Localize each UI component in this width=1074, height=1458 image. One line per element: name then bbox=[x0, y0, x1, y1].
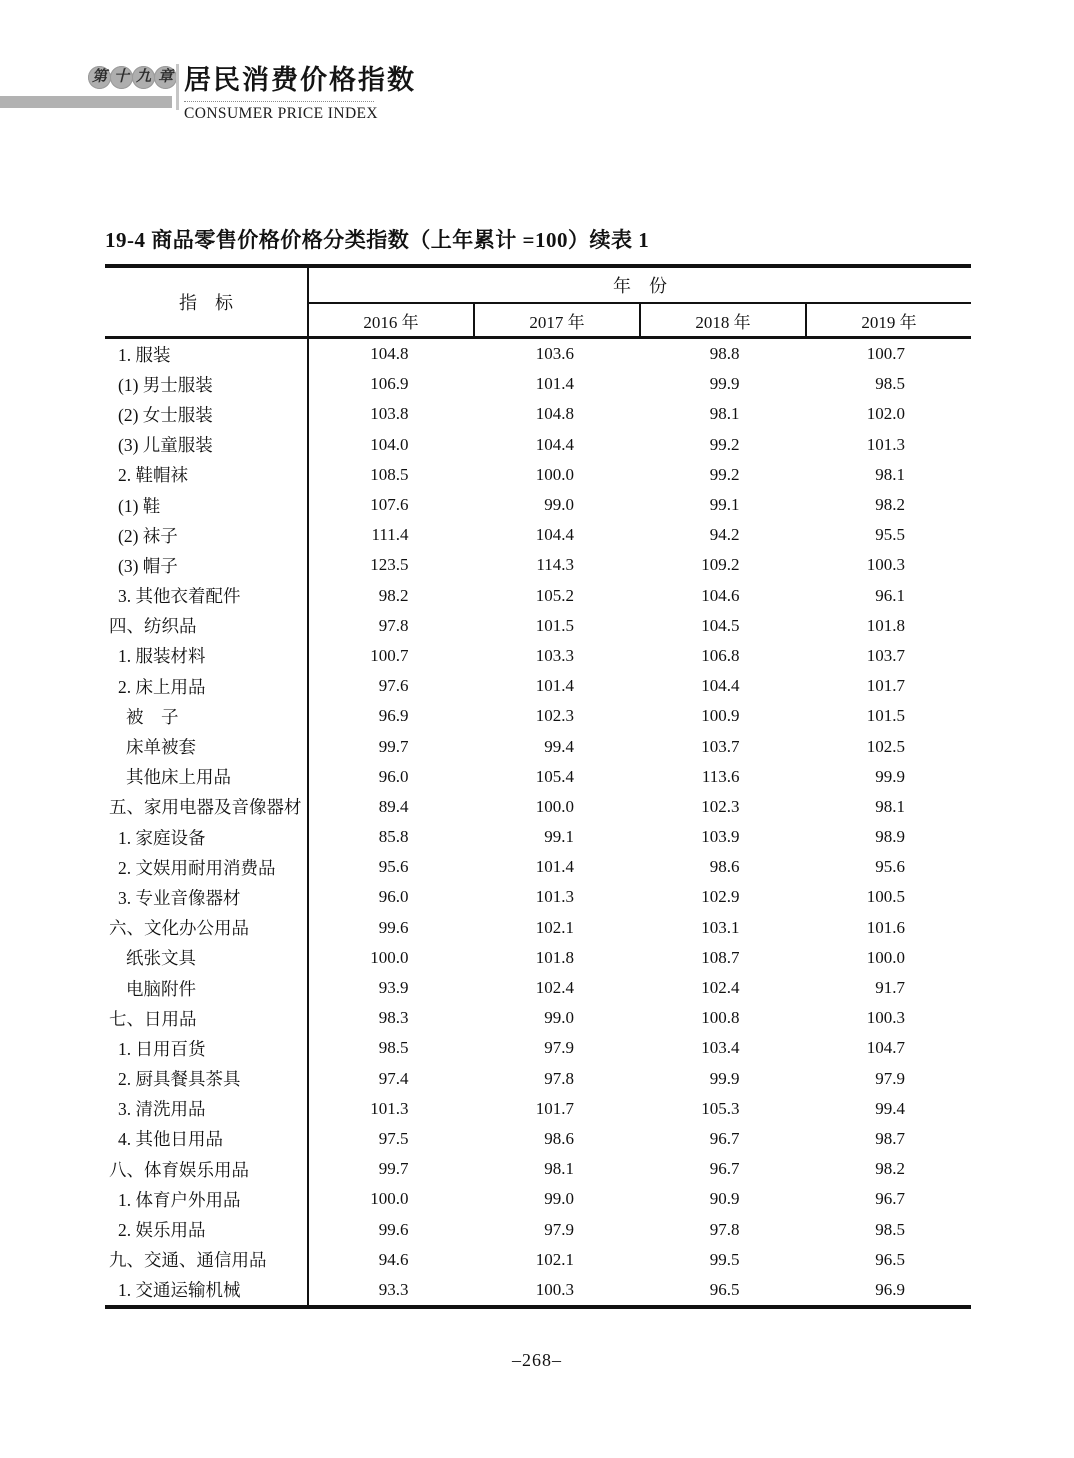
row-value: 95.6 bbox=[875, 857, 905, 877]
row-value: 102.4 bbox=[535, 978, 574, 998]
row-value: 97.8 bbox=[709, 1219, 740, 1239]
row-value: 99.6 bbox=[378, 917, 409, 937]
row-label: 其他床上用品 bbox=[126, 767, 231, 788]
table-row bbox=[105, 581, 971, 611]
row-value: 94.6 bbox=[378, 1249, 409, 1269]
row-value: 104.4 bbox=[701, 676, 740, 696]
row-label: 被 子 bbox=[126, 706, 179, 727]
row-value: 95.6 bbox=[378, 857, 409, 877]
row-value: 99.1 bbox=[709, 495, 740, 515]
row-value: 100.0 bbox=[535, 796, 574, 816]
row-value: 105.4 bbox=[535, 766, 574, 786]
header-accent-bar bbox=[0, 96, 172, 108]
header-divider bbox=[176, 64, 179, 110]
row-label: 3. 专业音像器材 bbox=[118, 887, 241, 908]
table-row bbox=[105, 731, 971, 761]
row-value: 100.0 bbox=[535, 464, 574, 484]
row-value: 101.7 bbox=[866, 676, 905, 696]
row-value: 96.0 bbox=[378, 887, 409, 907]
table-row bbox=[105, 1124, 971, 1154]
row-value: 99.1 bbox=[544, 827, 574, 847]
row-label: 四、纺织品 bbox=[109, 616, 197, 637]
row-value: 100.7 bbox=[866, 344, 905, 364]
col-header-2018: 2018 年 bbox=[641, 304, 807, 336]
row-value: 98.8 bbox=[709, 344, 740, 364]
row-value: 85.8 bbox=[378, 827, 409, 847]
table-row bbox=[105, 852, 971, 882]
row-label: 2. 文娱用耐用消费品 bbox=[118, 857, 276, 878]
row-value: 98.6 bbox=[709, 857, 740, 877]
row-value: 97.9 bbox=[544, 1038, 574, 1058]
row-value: 98.1 bbox=[875, 796, 905, 816]
col-header-year-group bbox=[309, 268, 971, 336]
row-value: 103.1 bbox=[701, 917, 740, 937]
row-value: 99.0 bbox=[544, 495, 574, 515]
row-label: 床单被套 bbox=[126, 737, 196, 758]
row-value: 104.7 bbox=[866, 1038, 905, 1058]
row-value: 90.9 bbox=[709, 1189, 740, 1209]
row-label: 电脑附件 bbox=[126, 978, 196, 999]
row-value: 93.3 bbox=[378, 1279, 409, 1299]
row-label: (1) 男士服装 bbox=[118, 374, 213, 395]
col-header-indicator: 指 标 bbox=[105, 268, 309, 336]
row-value: 102.0 bbox=[866, 404, 905, 424]
row-value: 111.4 bbox=[371, 525, 409, 545]
row-value: 98.2 bbox=[378, 585, 409, 605]
row-value: 103.3 bbox=[535, 645, 574, 665]
row-value: 100.0 bbox=[370, 1189, 409, 1209]
table-body bbox=[105, 339, 971, 1309]
chapter-badge bbox=[88, 66, 176, 89]
row-value: 100.8 bbox=[701, 1008, 740, 1028]
row-label: 六、文化办公用品 bbox=[109, 918, 249, 939]
row-value: 101.4 bbox=[535, 374, 574, 394]
col-header-year-span: 年 份 bbox=[309, 268, 971, 304]
row-value: 96.5 bbox=[875, 1249, 905, 1269]
row-label: 2. 鞋帽袜 bbox=[118, 465, 188, 486]
row-value: 100.5 bbox=[866, 887, 905, 907]
row-value: 100.3 bbox=[535, 1279, 574, 1299]
table-row bbox=[105, 550, 971, 580]
row-label: 3. 其他衣着配件 bbox=[118, 586, 241, 607]
table-row bbox=[105, 460, 971, 490]
row-value: 96.9 bbox=[378, 706, 409, 726]
row-value: 94.2 bbox=[709, 525, 740, 545]
table-row bbox=[105, 1214, 971, 1244]
data-table bbox=[105, 264, 971, 1309]
row-value: 105.3 bbox=[701, 1098, 740, 1118]
table-title: 19-4 商品零售价格价格分类指数（上年累计 =100）续表 1 bbox=[105, 228, 650, 252]
row-value: 99.9 bbox=[709, 374, 740, 394]
chapter-badge-char: 第 bbox=[88, 66, 111, 89]
row-value: 98.6 bbox=[544, 1128, 574, 1148]
table-row bbox=[105, 641, 971, 671]
row-label: 1. 服装 bbox=[118, 344, 171, 365]
row-value: 96.7 bbox=[875, 1189, 905, 1209]
row-label: (2) 女士服装 bbox=[118, 404, 213, 425]
row-value: 95.5 bbox=[875, 525, 905, 545]
row-value: 98.5 bbox=[378, 1038, 409, 1058]
row-value: 99.7 bbox=[378, 736, 409, 756]
row-value: 97.4 bbox=[378, 1068, 409, 1088]
table-row bbox=[105, 701, 971, 731]
row-label: 八、体育娱乐用品 bbox=[109, 1159, 249, 1180]
row-value: 104.0 bbox=[370, 434, 409, 454]
row-value: 93.9 bbox=[378, 978, 409, 998]
row-value: 101.5 bbox=[866, 706, 905, 726]
row-value: 97.9 bbox=[544, 1219, 574, 1239]
row-value: 103.9 bbox=[701, 827, 740, 847]
row-label: 1. 日用百货 bbox=[118, 1038, 206, 1059]
row-label: 1. 服装材料 bbox=[118, 646, 206, 667]
row-value: 103.6 bbox=[535, 344, 574, 364]
chapter-badge-char: 十 bbox=[110, 66, 133, 89]
table-row bbox=[105, 671, 971, 701]
row-value: 101.5 bbox=[535, 615, 574, 635]
chapter-title-cn: 居民消费价格指数 bbox=[184, 58, 374, 102]
row-value: 103.7 bbox=[866, 645, 905, 665]
table-row bbox=[105, 520, 971, 550]
row-label: 七、日用品 bbox=[109, 1008, 197, 1029]
table-row bbox=[105, 882, 971, 912]
row-value: 108.5 bbox=[370, 464, 409, 484]
row-value: 101.3 bbox=[535, 887, 574, 907]
row-value: 97.8 bbox=[378, 615, 409, 635]
table-header bbox=[105, 264, 971, 339]
row-value: 96.9 bbox=[875, 1279, 905, 1299]
table-row bbox=[105, 1275, 971, 1305]
table-row bbox=[105, 1003, 971, 1033]
row-value: 101.4 bbox=[535, 676, 574, 696]
row-value: 99.0 bbox=[544, 1189, 574, 1209]
chapter-title-block bbox=[184, 58, 416, 123]
row-value: 102.3 bbox=[701, 796, 740, 816]
chapter-badge-char: 九 bbox=[132, 66, 155, 89]
table-row bbox=[105, 1245, 971, 1275]
row-value: 100.7 bbox=[370, 645, 409, 665]
row-value: 97.6 bbox=[378, 676, 409, 696]
row-value: 102.4 bbox=[701, 978, 740, 998]
row-value: 101.3 bbox=[370, 1098, 409, 1118]
table-row bbox=[105, 611, 971, 641]
row-value: 96.0 bbox=[378, 766, 409, 786]
col-header-2017: 2017 年 bbox=[475, 304, 641, 336]
row-value: 101.4 bbox=[535, 857, 574, 877]
row-value: 101.8 bbox=[535, 947, 574, 967]
row-value: 99.7 bbox=[378, 1159, 409, 1179]
col-header-years bbox=[309, 304, 971, 336]
row-value: 100.3 bbox=[866, 1008, 905, 1028]
row-label: 2. 厨具餐具茶具 bbox=[118, 1069, 241, 1090]
row-value: 98.3 bbox=[378, 1008, 409, 1028]
row-label: (3) 帽子 bbox=[118, 555, 178, 576]
row-label: 3. 清洗用品 bbox=[118, 1099, 206, 1120]
row-value: 99.4 bbox=[875, 1098, 905, 1118]
row-value: 102.5 bbox=[866, 736, 905, 756]
row-value: 99.2 bbox=[709, 434, 740, 454]
row-label: 1. 交通运输机械 bbox=[118, 1280, 241, 1301]
row-value: 103.8 bbox=[370, 404, 409, 424]
row-value: 104.8 bbox=[535, 404, 574, 424]
row-value: 106.8 bbox=[701, 645, 740, 665]
row-value: 102.3 bbox=[535, 706, 574, 726]
row-label: 4. 其他日用品 bbox=[118, 1129, 223, 1150]
table-row bbox=[105, 822, 971, 852]
row-value: 101.3 bbox=[866, 434, 905, 454]
row-value: 99.5 bbox=[709, 1249, 740, 1269]
row-value: 98.9 bbox=[875, 827, 905, 847]
row-label: 2. 娱乐用品 bbox=[118, 1220, 206, 1241]
table-row bbox=[105, 399, 971, 429]
row-value: 98.1 bbox=[709, 404, 740, 424]
row-value: 102.9 bbox=[701, 887, 740, 907]
table-row bbox=[105, 913, 971, 943]
row-label: (2) 袜子 bbox=[118, 525, 178, 546]
col-header-2016: 2016 年 bbox=[309, 304, 475, 336]
row-value: 97.5 bbox=[378, 1128, 409, 1148]
row-value: 101.8 bbox=[866, 615, 905, 635]
row-label: (1) 鞋 bbox=[118, 495, 161, 516]
row-value: 97.8 bbox=[544, 1068, 574, 1088]
row-value: 113.6 bbox=[701, 766, 740, 786]
row-label: 五、家用电器及音像器材 bbox=[109, 797, 302, 818]
table-row bbox=[105, 369, 971, 399]
row-value: 104.4 bbox=[535, 434, 574, 454]
row-value: 100.3 bbox=[866, 555, 905, 575]
table-row bbox=[105, 490, 971, 520]
row-value: 114.3 bbox=[536, 555, 574, 575]
row-value: 100.0 bbox=[370, 947, 409, 967]
row-value: 108.7 bbox=[701, 947, 740, 967]
table-row bbox=[105, 1184, 971, 1214]
table-row bbox=[105, 973, 971, 1003]
row-value: 103.7 bbox=[701, 736, 740, 756]
row-value: 104.6 bbox=[701, 585, 740, 605]
page-number: –268– bbox=[512, 1350, 562, 1370]
row-value: 98.2 bbox=[875, 495, 905, 515]
table-row bbox=[105, 1064, 971, 1094]
row-value: 109.2 bbox=[701, 555, 740, 575]
table-row bbox=[105, 762, 971, 792]
row-label: 2. 床上用品 bbox=[118, 676, 206, 697]
chapter-badge-char: 章 bbox=[154, 66, 177, 89]
row-value: 99.2 bbox=[709, 464, 740, 484]
row-value: 104.8 bbox=[370, 344, 409, 364]
row-value: 96.5 bbox=[709, 1279, 740, 1299]
row-value: 104.4 bbox=[535, 525, 574, 545]
table-row bbox=[105, 339, 971, 369]
row-label: 1. 体育户外用品 bbox=[118, 1189, 241, 1210]
row-value: 102.1 bbox=[535, 1249, 574, 1269]
row-value: 98.2 bbox=[875, 1159, 905, 1179]
row-label: 纸张文具 bbox=[126, 948, 196, 969]
row-value: 105.2 bbox=[535, 585, 574, 605]
row-value: 99.0 bbox=[544, 1008, 574, 1028]
row-value: 99.4 bbox=[544, 736, 574, 756]
table-row bbox=[105, 1033, 971, 1063]
row-value: 101.7 bbox=[535, 1098, 574, 1118]
table-row bbox=[105, 1094, 971, 1124]
row-value: 96.1 bbox=[875, 585, 905, 605]
row-value: 91.7 bbox=[875, 978, 905, 998]
row-value: 99.9 bbox=[875, 766, 905, 786]
row-label: 九、交通、通信用品 bbox=[109, 1250, 267, 1271]
table-row bbox=[105, 430, 971, 460]
row-value: 98.5 bbox=[875, 374, 905, 394]
row-value: 107.6 bbox=[370, 495, 409, 515]
row-value: 89.4 bbox=[378, 796, 409, 816]
row-value: 98.5 bbox=[875, 1219, 905, 1239]
row-value: 99.6 bbox=[378, 1219, 409, 1239]
row-label: (3) 儿童服装 bbox=[118, 435, 213, 456]
row-value: 106.9 bbox=[370, 374, 409, 394]
table-row bbox=[105, 1154, 971, 1184]
row-value: 103.4 bbox=[701, 1038, 740, 1058]
row-label: 1. 家庭设备 bbox=[118, 827, 206, 848]
row-value: 97.9 bbox=[875, 1068, 905, 1088]
chapter-title-en: CONSUMER PRICE INDEX bbox=[184, 105, 379, 122]
row-value: 102.1 bbox=[535, 917, 574, 937]
table-row bbox=[105, 792, 971, 822]
table-row bbox=[105, 943, 971, 973]
row-value: 96.7 bbox=[709, 1128, 740, 1148]
row-value: 98.1 bbox=[544, 1159, 574, 1179]
row-value: 100.9 bbox=[701, 706, 740, 726]
row-value: 99.9 bbox=[709, 1068, 740, 1088]
col-header-2019: 2019 年 bbox=[861, 312, 917, 332]
row-value: 96.7 bbox=[709, 1159, 740, 1179]
row-value: 123.5 bbox=[370, 555, 409, 575]
row-value: 98.7 bbox=[875, 1128, 905, 1148]
row-value: 101.6 bbox=[866, 917, 905, 937]
row-value: 100.0 bbox=[866, 947, 905, 967]
row-value: 104.5 bbox=[701, 615, 740, 635]
row-value: 98.1 bbox=[875, 464, 905, 484]
